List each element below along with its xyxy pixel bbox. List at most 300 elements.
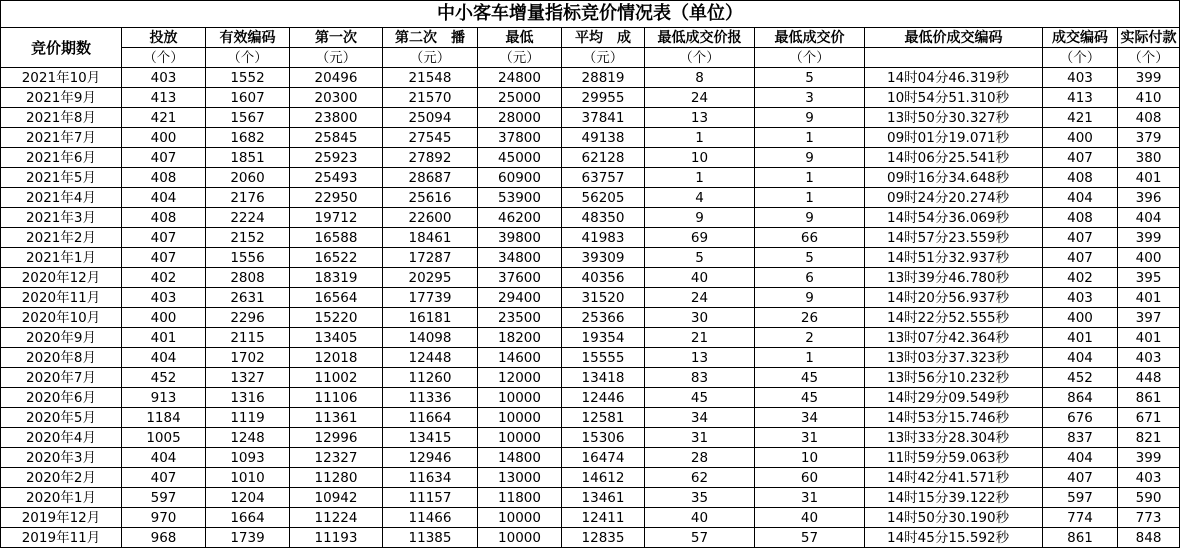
data-cell[interactable]: 34	[645, 408, 755, 428]
data-cell[interactable]: 403	[122, 288, 206, 308]
header-period[interactable]: 竞价期数	[1, 28, 122, 68]
data-cell[interactable]: 57	[645, 528, 755, 548]
data-cell[interactable]: 676	[1043, 408, 1118, 428]
data-cell[interactable]: 14时15分39.122秒	[865, 488, 1043, 508]
data-cell[interactable]: 407	[122, 148, 206, 168]
data-cell[interactable]: 46200	[478, 208, 562, 228]
data-cell[interactable]: 11157	[383, 488, 478, 508]
data-cell[interactable]: 421	[122, 108, 206, 128]
data-cell[interactable]: 14时51分32.937秒	[865, 248, 1043, 268]
data-cell[interactable]: 25000	[478, 88, 562, 108]
data-cell[interactable]: 09时16分34.648秒	[865, 168, 1043, 188]
data-cell[interactable]: 380	[1118, 148, 1180, 168]
data-cell[interactable]: 14时53分15.746秒	[865, 408, 1043, 428]
table-title[interactable]: 中小客车增量指标竞价情况表（单位）	[1, 1, 1180, 28]
data-cell[interactable]: 13时33分28.304秒	[865, 428, 1043, 448]
data-cell[interactable]: 19354	[562, 328, 645, 348]
data-cell[interactable]: 448	[1118, 368, 1180, 388]
data-cell[interactable]: 10000	[478, 528, 562, 548]
data-cell[interactable]: 14时42分41.571秒	[865, 468, 1043, 488]
data-cell[interactable]: 53900	[478, 188, 562, 208]
data-cell[interactable]: 45	[755, 368, 865, 388]
data-cell[interactable]: 16522	[290, 248, 383, 268]
data-cell[interactable]: 15306	[562, 428, 645, 448]
data-cell[interactable]: 10000	[478, 408, 562, 428]
period-cell[interactable]: 2020年11月	[1, 288, 122, 308]
data-cell[interactable]: 14612	[562, 468, 645, 488]
data-cell[interactable]: 25366	[562, 308, 645, 328]
data-cell[interactable]: 12581	[562, 408, 645, 428]
data-cell[interactable]: 1851	[206, 148, 290, 168]
data-cell[interactable]: 590	[1118, 488, 1180, 508]
data-cell[interactable]: 1567	[206, 108, 290, 128]
data-cell[interactable]: 17287	[383, 248, 478, 268]
data-cell[interactable]: 31	[645, 428, 755, 448]
data-cell[interactable]: 40356	[562, 268, 645, 288]
data-cell[interactable]: 09时01分19.071秒	[865, 128, 1043, 148]
data-cell[interactable]: 21570	[383, 88, 478, 108]
unit-cell[interactable]	[865, 48, 1043, 68]
data-cell[interactable]: 39309	[562, 248, 645, 268]
data-cell[interactable]: 11106	[290, 388, 383, 408]
data-cell[interactable]: 408	[122, 168, 206, 188]
data-cell[interactable]: 25616	[383, 188, 478, 208]
data-cell[interactable]: 35	[645, 488, 755, 508]
data-cell[interactable]: 1093	[206, 448, 290, 468]
period-cell[interactable]: 2020年9月	[1, 328, 122, 348]
data-cell[interactable]: 14098	[383, 328, 478, 348]
data-cell[interactable]: 396	[1118, 188, 1180, 208]
unit-cell[interactable]: （元）	[290, 48, 383, 68]
data-cell[interactable]: 12996	[290, 428, 383, 448]
period-cell[interactable]: 2020年2月	[1, 468, 122, 488]
data-cell[interactable]: 395	[1118, 268, 1180, 288]
data-cell[interactable]: 14时29分09.549秒	[865, 388, 1043, 408]
data-cell[interactable]: 848	[1118, 528, 1180, 548]
data-cell[interactable]: 400	[1043, 128, 1118, 148]
data-cell[interactable]: 2152	[206, 228, 290, 248]
data-cell[interactable]: 861	[1118, 388, 1180, 408]
data-cell[interactable]: 13时39分46.780秒	[865, 268, 1043, 288]
period-cell[interactable]: 2020年3月	[1, 448, 122, 468]
data-cell[interactable]: 31	[755, 488, 865, 508]
data-cell[interactable]: 12835	[562, 528, 645, 548]
data-cell[interactable]: 14时04分46.319秒	[865, 68, 1043, 88]
data-cell[interactable]: 83	[645, 368, 755, 388]
data-cell[interactable]: 16588	[290, 228, 383, 248]
data-cell[interactable]: 24	[645, 88, 755, 108]
data-cell[interactable]: 12327	[290, 448, 383, 468]
data-cell[interactable]: 13时03分37.323秒	[865, 348, 1043, 368]
data-cell[interactable]: 12446	[562, 388, 645, 408]
data-cell[interactable]: 408	[1043, 168, 1118, 188]
data-cell[interactable]: 12448	[383, 348, 478, 368]
period-cell[interactable]: 2021年9月	[1, 88, 122, 108]
data-cell[interactable]: 9	[755, 108, 865, 128]
unit-cell[interactable]: （个）	[122, 48, 206, 68]
header-cell[interactable]: 成交编码	[1043, 28, 1118, 48]
data-cell[interactable]: 2060	[206, 168, 290, 188]
data-cell[interactable]: 11时59分59.063秒	[865, 448, 1043, 468]
data-cell[interactable]: 1	[645, 168, 755, 188]
data-cell[interactable]: 24	[645, 288, 755, 308]
data-cell[interactable]: 11336	[383, 388, 478, 408]
data-cell[interactable]: 1119	[206, 408, 290, 428]
data-cell[interactable]: 2	[755, 328, 865, 348]
data-cell[interactable]: 408	[122, 208, 206, 228]
header-cell[interactable]: 平均 成	[562, 28, 645, 48]
data-cell[interactable]: 1607	[206, 88, 290, 108]
data-cell[interactable]: 10	[645, 148, 755, 168]
data-cell[interactable]: 407	[1043, 228, 1118, 248]
unit-cell[interactable]: （个）	[1118, 48, 1180, 68]
data-cell[interactable]: 40	[645, 508, 755, 528]
data-cell[interactable]: 11224	[290, 508, 383, 528]
data-cell[interactable]: 401	[1118, 288, 1180, 308]
data-cell[interactable]: 2176	[206, 188, 290, 208]
data-cell[interactable]: 16564	[290, 288, 383, 308]
header-cell[interactable]: 最低价成交编码	[865, 28, 1043, 48]
data-cell[interactable]: 407	[122, 468, 206, 488]
data-cell[interactable]: 9	[645, 208, 755, 228]
data-cell[interactable]: 401	[122, 328, 206, 348]
data-cell[interactable]: 28	[645, 448, 755, 468]
data-cell[interactable]: 28819	[562, 68, 645, 88]
data-cell[interactable]: 10942	[290, 488, 383, 508]
data-cell[interactable]: 45	[645, 388, 755, 408]
data-cell[interactable]: 14时57分23.559秒	[865, 228, 1043, 248]
data-cell[interactable]: 2808	[206, 268, 290, 288]
unit-cell[interactable]: （个）	[1043, 48, 1118, 68]
data-cell[interactable]: 1556	[206, 248, 290, 268]
data-cell[interactable]: 14800	[478, 448, 562, 468]
data-cell[interactable]: 1	[645, 128, 755, 148]
data-cell[interactable]: 5	[645, 248, 755, 268]
unit-cell[interactable]: （元）	[383, 48, 478, 68]
data-cell[interactable]: 21548	[383, 68, 478, 88]
data-cell[interactable]: 10时54分51.310秒	[865, 88, 1043, 108]
data-cell[interactable]: 401	[1118, 168, 1180, 188]
data-cell[interactable]: 28687	[383, 168, 478, 188]
data-cell[interactable]: 403	[1118, 348, 1180, 368]
data-cell[interactable]: 29955	[562, 88, 645, 108]
data-cell[interactable]: 970	[122, 508, 206, 528]
data-cell[interactable]: 5	[755, 68, 865, 88]
data-cell[interactable]: 49138	[562, 128, 645, 148]
data-cell[interactable]: 861	[1043, 528, 1118, 548]
data-cell[interactable]: 10000	[478, 388, 562, 408]
period-cell[interactable]: 2020年12月	[1, 268, 122, 288]
data-cell[interactable]: 400	[122, 128, 206, 148]
data-cell[interactable]: 2296	[206, 308, 290, 328]
period-cell[interactable]: 2020年4月	[1, 428, 122, 448]
data-cell[interactable]: 1702	[206, 348, 290, 368]
data-cell[interactable]: 1	[755, 188, 865, 208]
data-cell[interactable]: 25845	[290, 128, 383, 148]
period-cell[interactable]: 2021年4月	[1, 188, 122, 208]
data-cell[interactable]: 452	[1043, 368, 1118, 388]
data-cell[interactable]: 12018	[290, 348, 383, 368]
data-cell[interactable]: 407	[1043, 148, 1118, 168]
data-cell[interactable]: 400	[1043, 308, 1118, 328]
header-cell[interactable]: 有效编码	[206, 28, 290, 48]
data-cell[interactable]: 13461	[562, 488, 645, 508]
data-cell[interactable]: 27545	[383, 128, 478, 148]
unit-cell[interactable]: （个）	[755, 48, 865, 68]
period-cell[interactable]: 2021年8月	[1, 108, 122, 128]
period-cell[interactable]: 2021年5月	[1, 168, 122, 188]
data-cell[interactable]: 60900	[478, 168, 562, 188]
data-cell[interactable]: 14600	[478, 348, 562, 368]
data-cell[interactable]: 11800	[478, 488, 562, 508]
data-cell[interactable]: 34800	[478, 248, 562, 268]
data-cell[interactable]: 1552	[206, 68, 290, 88]
data-cell[interactable]: 14时20分56.937秒	[865, 288, 1043, 308]
period-cell[interactable]: 2021年3月	[1, 208, 122, 228]
data-cell[interactable]: 12946	[383, 448, 478, 468]
data-cell[interactable]: 13时07分42.364秒	[865, 328, 1043, 348]
data-cell[interactable]: 23500	[478, 308, 562, 328]
data-cell[interactable]: 10000	[478, 508, 562, 528]
data-cell[interactable]: 25493	[290, 168, 383, 188]
data-cell[interactable]: 404	[1043, 348, 1118, 368]
period-cell[interactable]: 2021年1月	[1, 248, 122, 268]
data-cell[interactable]: 17739	[383, 288, 478, 308]
data-cell[interactable]: 13415	[383, 428, 478, 448]
period-cell[interactable]: 2020年1月	[1, 488, 122, 508]
data-cell[interactable]: 13418	[562, 368, 645, 388]
data-cell[interactable]: 403	[1043, 288, 1118, 308]
data-cell[interactable]: 39800	[478, 228, 562, 248]
data-cell[interactable]: 14时45分15.592秒	[865, 528, 1043, 548]
data-cell[interactable]: 403	[122, 68, 206, 88]
data-cell[interactable]: 14时54分36.069秒	[865, 208, 1043, 228]
data-cell[interactable]: 11002	[290, 368, 383, 388]
data-cell[interactable]: 20496	[290, 68, 383, 88]
data-cell[interactable]: 11260	[383, 368, 478, 388]
data-cell[interactable]: 404	[1118, 208, 1180, 228]
data-cell[interactable]: 60	[755, 468, 865, 488]
data-cell[interactable]: 773	[1118, 508, 1180, 528]
period-cell[interactable]: 2020年6月	[1, 388, 122, 408]
data-cell[interactable]: 20295	[383, 268, 478, 288]
data-cell[interactable]: 8	[645, 68, 755, 88]
data-cell[interactable]: 410	[1118, 88, 1180, 108]
data-cell[interactable]: 40	[645, 268, 755, 288]
data-cell[interactable]: 5	[755, 248, 865, 268]
data-cell[interactable]: 62	[645, 468, 755, 488]
data-cell[interactable]: 407	[1043, 468, 1118, 488]
data-cell[interactable]: 407	[122, 228, 206, 248]
data-cell[interactable]: 15555	[562, 348, 645, 368]
data-cell[interactable]: 404	[1043, 188, 1118, 208]
data-cell[interactable]: 21	[645, 328, 755, 348]
period-cell[interactable]: 2020年7月	[1, 368, 122, 388]
data-cell[interactable]: 413	[1043, 88, 1118, 108]
data-cell[interactable]: 864	[1043, 388, 1118, 408]
data-cell[interactable]: 18461	[383, 228, 478, 248]
data-cell[interactable]: 30	[645, 308, 755, 328]
data-cell[interactable]: 1248	[206, 428, 290, 448]
data-cell[interactable]: 671	[1118, 408, 1180, 428]
data-cell[interactable]: 401	[1043, 328, 1118, 348]
data-cell[interactable]: 11634	[383, 468, 478, 488]
data-cell[interactable]: 968	[122, 528, 206, 548]
period-cell[interactable]: 2021年10月	[1, 68, 122, 88]
data-cell[interactable]: 16181	[383, 308, 478, 328]
data-cell[interactable]: 597	[122, 488, 206, 508]
data-cell[interactable]: 26	[755, 308, 865, 328]
data-cell[interactable]: 13时56分10.232秒	[865, 368, 1043, 388]
data-cell[interactable]: 27892	[383, 148, 478, 168]
data-cell[interactable]: 11664	[383, 408, 478, 428]
data-cell[interactable]: 408	[1118, 108, 1180, 128]
data-cell[interactable]: 2631	[206, 288, 290, 308]
data-cell[interactable]: 22950	[290, 188, 383, 208]
header-cell[interactable]: 最低	[478, 28, 562, 48]
header-cell[interactable]: 投放	[122, 28, 206, 48]
data-cell[interactable]: 63757	[562, 168, 645, 188]
header-cell[interactable]: 第一次	[290, 28, 383, 48]
data-cell[interactable]: 14时22分52.555秒	[865, 308, 1043, 328]
data-cell[interactable]: 413	[122, 88, 206, 108]
data-cell[interactable]: 1	[755, 128, 865, 148]
period-cell[interactable]: 2020年5月	[1, 408, 122, 428]
data-cell[interactable]: 11280	[290, 468, 383, 488]
data-cell[interactable]: 29400	[478, 288, 562, 308]
data-cell[interactable]: 14时50分30.190秒	[865, 508, 1043, 528]
data-cell[interactable]: 69	[645, 228, 755, 248]
data-cell[interactable]: 408	[1043, 208, 1118, 228]
unit-cell[interactable]: （个）	[206, 48, 290, 68]
data-cell[interactable]: 11466	[383, 508, 478, 528]
data-cell[interactable]: 18200	[478, 328, 562, 348]
data-cell[interactable]: 399	[1118, 448, 1180, 468]
data-cell[interactable]: 13	[645, 348, 755, 368]
header-cell[interactable]: 最低成交价	[755, 28, 865, 48]
data-cell[interactable]: 9	[755, 288, 865, 308]
data-cell[interactable]: 62128	[562, 148, 645, 168]
data-cell[interactable]: 13	[645, 108, 755, 128]
header-cell[interactable]: 实际付款	[1118, 28, 1180, 48]
period-cell[interactable]: 2021年6月	[1, 148, 122, 168]
data-cell[interactable]: 404	[122, 348, 206, 368]
data-cell[interactable]: 9	[755, 148, 865, 168]
data-cell[interactable]: 22600	[383, 208, 478, 228]
data-cell[interactable]: 4	[645, 188, 755, 208]
period-cell[interactable]: 2020年8月	[1, 348, 122, 368]
data-cell[interactable]: 821	[1118, 428, 1180, 448]
header-cell[interactable]: 最低成交价报	[645, 28, 755, 48]
data-cell[interactable]: 11193	[290, 528, 383, 548]
data-cell[interactable]: 452	[122, 368, 206, 388]
data-cell[interactable]: 09时24分20.274秒	[865, 188, 1043, 208]
data-cell[interactable]: 1	[755, 168, 865, 188]
data-cell[interactable]: 407	[122, 248, 206, 268]
data-cell[interactable]: 25923	[290, 148, 383, 168]
data-cell[interactable]: 13时50分30.327秒	[865, 108, 1043, 128]
unit-cell[interactable]: （个）	[645, 48, 755, 68]
data-cell[interactable]: 23800	[290, 108, 383, 128]
data-cell[interactable]: 400	[1118, 248, 1180, 268]
data-cell[interactable]: 56205	[562, 188, 645, 208]
data-cell[interactable]: 1327	[206, 368, 290, 388]
data-cell[interactable]: 1664	[206, 508, 290, 528]
data-cell[interactable]: 34	[755, 408, 865, 428]
data-cell[interactable]: 3	[755, 88, 865, 108]
header-cell[interactable]: 第二次 播	[383, 28, 478, 48]
data-cell[interactable]: 48350	[562, 208, 645, 228]
data-cell[interactable]: 19712	[290, 208, 383, 228]
data-cell[interactable]: 37600	[478, 268, 562, 288]
data-cell[interactable]: 774	[1043, 508, 1118, 528]
data-cell[interactable]: 2115	[206, 328, 290, 348]
data-cell[interactable]: 10000	[478, 428, 562, 448]
data-cell[interactable]: 24800	[478, 68, 562, 88]
data-cell[interactable]: 597	[1043, 488, 1118, 508]
data-cell[interactable]: 15220	[290, 308, 383, 328]
data-cell[interactable]: 1739	[206, 528, 290, 548]
data-cell[interactable]: 404	[122, 448, 206, 468]
data-cell[interactable]: 402	[1043, 268, 1118, 288]
data-cell[interactable]: 13000	[478, 468, 562, 488]
period-cell[interactable]: 2019年12月	[1, 508, 122, 528]
data-cell[interactable]: 403	[1118, 468, 1180, 488]
data-cell[interactable]: 421	[1043, 108, 1118, 128]
data-cell[interactable]: 403	[1043, 68, 1118, 88]
data-cell[interactable]: 40	[755, 508, 865, 528]
data-cell[interactable]: 400	[122, 308, 206, 328]
data-cell[interactable]: 12411	[562, 508, 645, 528]
data-cell[interactable]: 31520	[562, 288, 645, 308]
data-cell[interactable]: 1184	[122, 408, 206, 428]
data-cell[interactable]: 1682	[206, 128, 290, 148]
data-cell[interactable]: 10	[755, 448, 865, 468]
data-cell[interactable]: 57	[755, 528, 865, 548]
data-cell[interactable]: 14时06分25.541秒	[865, 148, 1043, 168]
data-cell[interactable]: 397	[1118, 308, 1180, 328]
data-cell[interactable]: 11385	[383, 528, 478, 548]
data-cell[interactable]: 20300	[290, 88, 383, 108]
data-cell[interactable]: 913	[122, 388, 206, 408]
data-cell[interactable]: 401	[1118, 328, 1180, 348]
data-cell[interactable]: 18319	[290, 268, 383, 288]
data-cell[interactable]: 37841	[562, 108, 645, 128]
data-cell[interactable]: 404	[1043, 448, 1118, 468]
period-cell[interactable]: 2021年2月	[1, 228, 122, 248]
unit-cell[interactable]: （元）	[562, 48, 645, 68]
data-cell[interactable]: 407	[1043, 248, 1118, 268]
data-cell[interactable]: 399	[1118, 68, 1180, 88]
data-cell[interactable]: 379	[1118, 128, 1180, 148]
data-cell[interactable]: 1316	[206, 388, 290, 408]
data-cell[interactable]: 37800	[478, 128, 562, 148]
data-cell[interactable]: 1	[755, 348, 865, 368]
period-cell[interactable]: 2021年7月	[1, 128, 122, 148]
data-cell[interactable]: 66	[755, 228, 865, 248]
data-cell[interactable]: 16474	[562, 448, 645, 468]
data-cell[interactable]: 25094	[383, 108, 478, 128]
data-cell[interactable]: 6	[755, 268, 865, 288]
data-cell[interactable]: 1204	[206, 488, 290, 508]
data-cell[interactable]: 402	[122, 268, 206, 288]
period-cell[interactable]: 2019年11月	[1, 528, 122, 548]
data-cell[interactable]: 404	[122, 188, 206, 208]
data-cell[interactable]: 31	[755, 428, 865, 448]
data-cell[interactable]: 399	[1118, 228, 1180, 248]
data-cell[interactable]: 12000	[478, 368, 562, 388]
data-cell[interactable]: 28000	[478, 108, 562, 128]
